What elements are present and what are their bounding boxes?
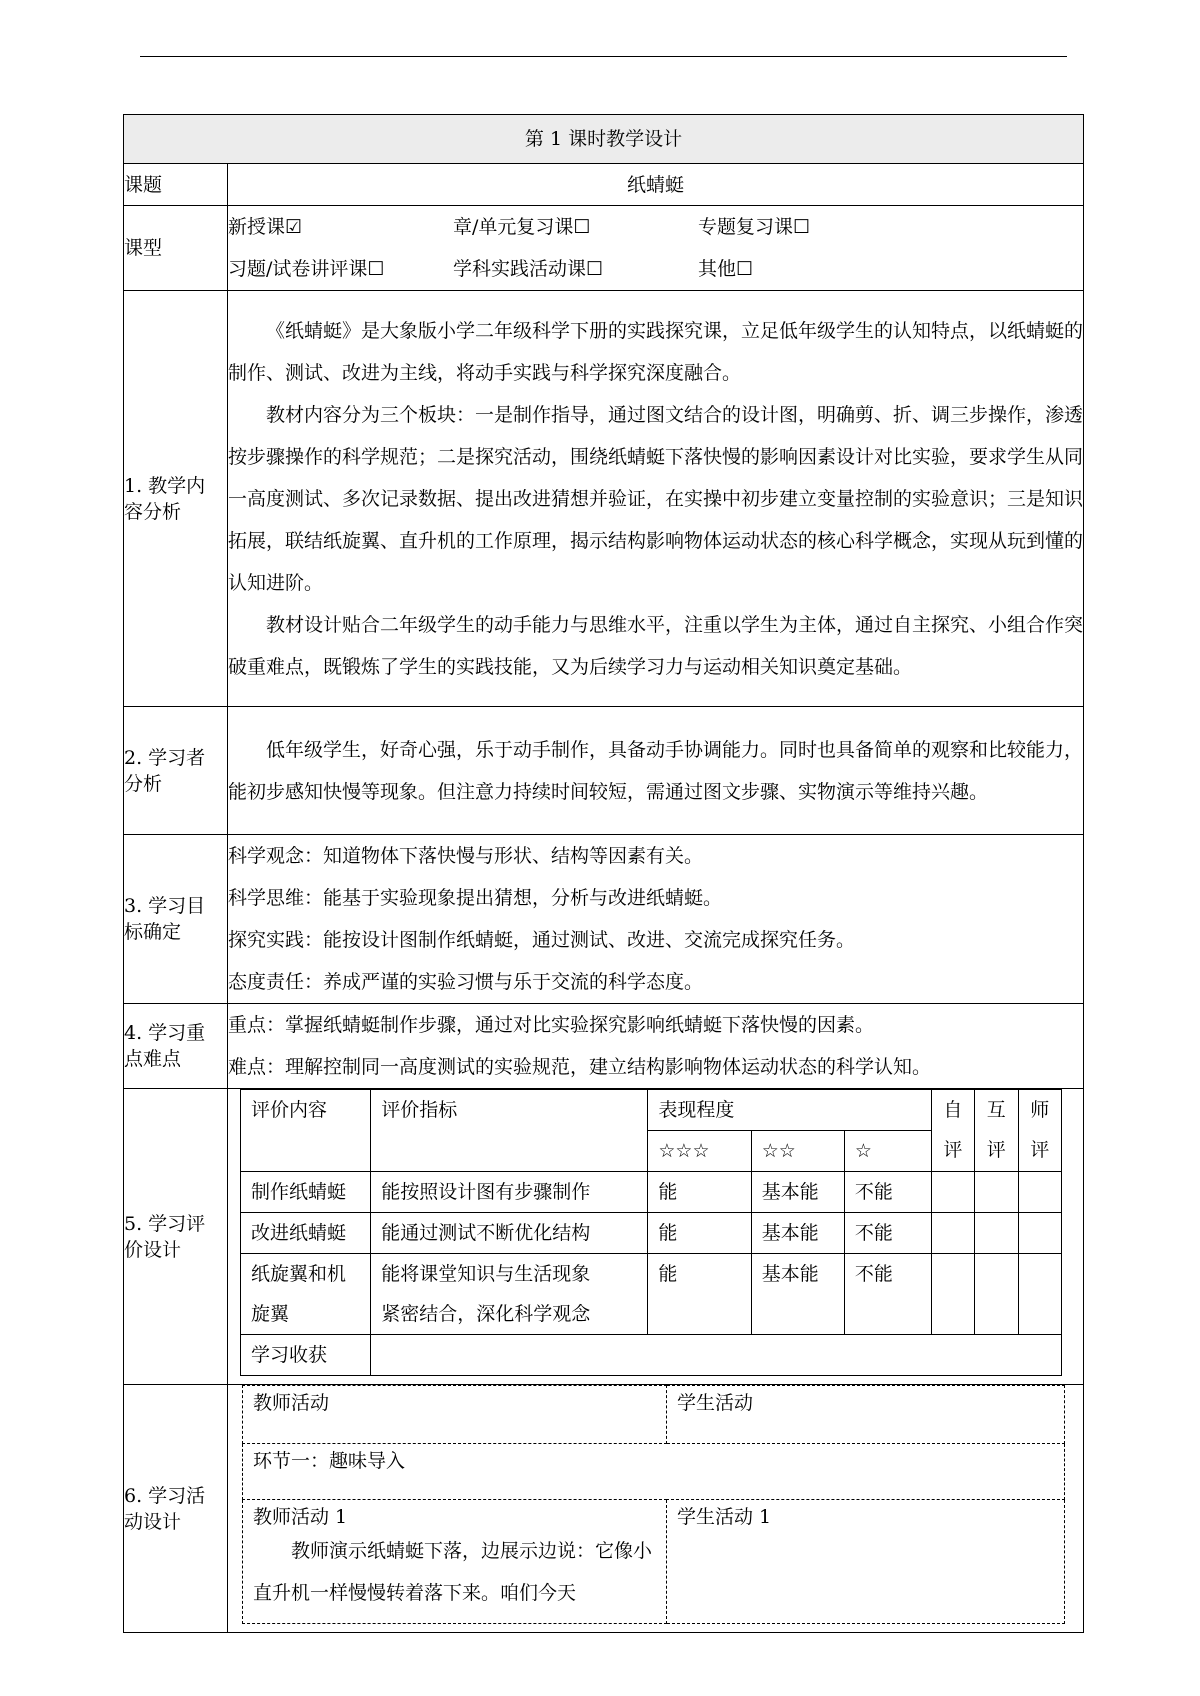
objectives-label: 3. 学习目 标确定	[124, 835, 228, 1004]
topic-label: 课题	[124, 164, 228, 206]
type-unit-review: 章/单元复习课☐	[453, 216, 591, 238]
eval-header-self: 自 评	[931, 1090, 974, 1172]
topic-value: 纸蜻蜓	[228, 164, 1084, 206]
eval-header-content: 评价内容	[241, 1090, 371, 1172]
objectives-text	[228, 835, 1084, 1004]
type-topic-review: 专题复习课☐	[698, 216, 811, 238]
type-exercise-review: 习题/试卷讲评课☐	[228, 258, 385, 280]
content-paragraph-1: 《纸蜻蜓》是大象版小学二年级科学下册的实践探究课，立足低年级学生的认知特点，以纸蜻蜓的制作、测试、改进为主线，将动手实践与科学探究深度融合。	[228, 319, 1084, 384]
objective-science-concept: 科学观念：知道物体下落快慢与形状、结构等因素有关。	[228, 845, 704, 867]
eval-stars-3: ☆☆☆	[648, 1131, 751, 1172]
evaluation-label: 5. 学习评 价设计	[124, 1089, 228, 1385]
eval-stars-1: ☆	[844, 1131, 931, 1172]
header-rule	[140, 56, 1067, 57]
stage-1-title: 环节一：趣味导入	[243, 1444, 1065, 1500]
student-activity-1: 学生活动 1	[667, 1500, 1065, 1624]
key-point: 重点：掌握纸蜻蜓制作步骤，通过对比实验探究影响纸蜻蜓下落快慢的因素。	[228, 1014, 875, 1036]
activity-table	[242, 1385, 1065, 1624]
self-score-cell	[931, 1254, 974, 1335]
table-row: 改进纸蜻蜓 能通过测试不断优化结构 能 基本能 不能	[241, 1213, 1062, 1254]
teacher-score-cell	[1018, 1254, 1061, 1335]
lesson-type-options	[228, 206, 1084, 291]
self-score-cell	[931, 1213, 974, 1254]
objective-inquiry-practice: 探究实践：能按设计图制作纸蜻蜓，通过测试、改进、交流完成探究任务。	[228, 929, 856, 951]
type-other: 其他☐	[698, 258, 754, 280]
table-title: 第 1 课时教学设计	[124, 115, 1084, 164]
learner-analysis-label: 2. 学习者 分析	[124, 707, 228, 835]
teacher-score-cell	[1018, 1172, 1061, 1213]
table-row: 制作纸蜻蜓 能按照设计图有步骤制作 能 基本能 不能	[241, 1172, 1062, 1213]
eval-stars-2: ☆☆	[751, 1131, 844, 1172]
content-paragraph-2: 教材内容分为三个板块：一是制作指导，通过图文结合的设计图，明确剪、折、调三步操作，渗透按步骤操作的科学规范；二是探究活动，围绕纸蜻蜓下落快慢的影响因素设计对比实验，要求学生从同一高度测试、多次记录数据、提出改进猜想并验证，在实操中初步建立变量控制的实验意识；三是知识拓展，联结纸旋翼、直升机的工作原理，揭示结构影响物体运动状态的核心科学概念，实现从玩到懂的认知进阶。	[228, 403, 1084, 594]
lesson-plan-table	[123, 114, 1084, 1633]
type-practice-activity: 学科实践活动课☐	[453, 258, 604, 280]
learner-analysis-text: 低年级学生，好奇心强，乐于动手制作，具备动手协调能力。同时也具备简单的观察和比较能力，能初步感知快慢等现象。但注意力持续时间较短，需通过图文步骤、实物演示等维持兴趣。	[228, 707, 1084, 835]
lesson-type-label: 课型	[124, 206, 228, 291]
eval-header-indicator: 评价指标	[371, 1090, 648, 1172]
table-row: 纸旋翼和机 旋翼 能将课堂知识与生活现象 紧密结合，深化科学观念 能 基本能 不能	[241, 1254, 1062, 1335]
evaluation-table	[240, 1089, 1062, 1376]
self-score-cell	[931, 1172, 974, 1213]
evaluation-cell	[228, 1089, 1084, 1385]
peer-score-cell	[975, 1213, 1018, 1254]
difficult-point: 难点：理解控制同一高度测试的实验规范，建立结构影响物体运动状态的科学认知。	[228, 1056, 932, 1078]
activity-cell	[228, 1385, 1084, 1633]
peer-score-cell	[975, 1172, 1018, 1213]
harvest-value	[371, 1335, 1062, 1376]
eval-header-teacher: 师 评	[1018, 1090, 1061, 1172]
objective-science-thinking: 科学思维：能基于实验现象提出猜想，分析与改进纸蜻蜓。	[228, 887, 723, 909]
type-new-lesson: 新授课☑	[228, 216, 303, 238]
content-paragraph-3: 教材设计贴合二年级学生的动手能力与思维水平，注重以学生为主体，通过自主探究、小组合作突破重难点，既锻炼了学生的实践技能，又为后续学习力与运动相关知识奠定基础。	[228, 613, 1084, 678]
eval-header-peer: 互 评	[975, 1090, 1018, 1172]
activity-label: 6. 学习活 动设计	[124, 1385, 228, 1633]
harvest-label: 学习收获	[241, 1335, 371, 1376]
teacher-activity-header: 教师活动	[243, 1386, 667, 1444]
teacher-activity-1: 教师活动 1 教师演示纸蜻蜓下落，边展示边说：它像小直升机一样慢慢转着落下来。咱们今天	[243, 1500, 667, 1624]
content-analysis-label: 1. 教学内 容分析	[124, 291, 228, 707]
key-points-text	[228, 1004, 1084, 1089]
objective-attitude: 态度责任：养成严谨的实验习惯与乐于交流的科学态度。	[228, 971, 704, 993]
eval-header-level: 表现程度	[648, 1090, 931, 1131]
student-activity-header: 学生活动	[667, 1386, 1065, 1444]
teacher-score-cell	[1018, 1213, 1061, 1254]
peer-score-cell	[975, 1254, 1018, 1335]
content-analysis-text	[228, 291, 1084, 707]
key-points-label: 4. 学习重 点难点	[124, 1004, 228, 1089]
